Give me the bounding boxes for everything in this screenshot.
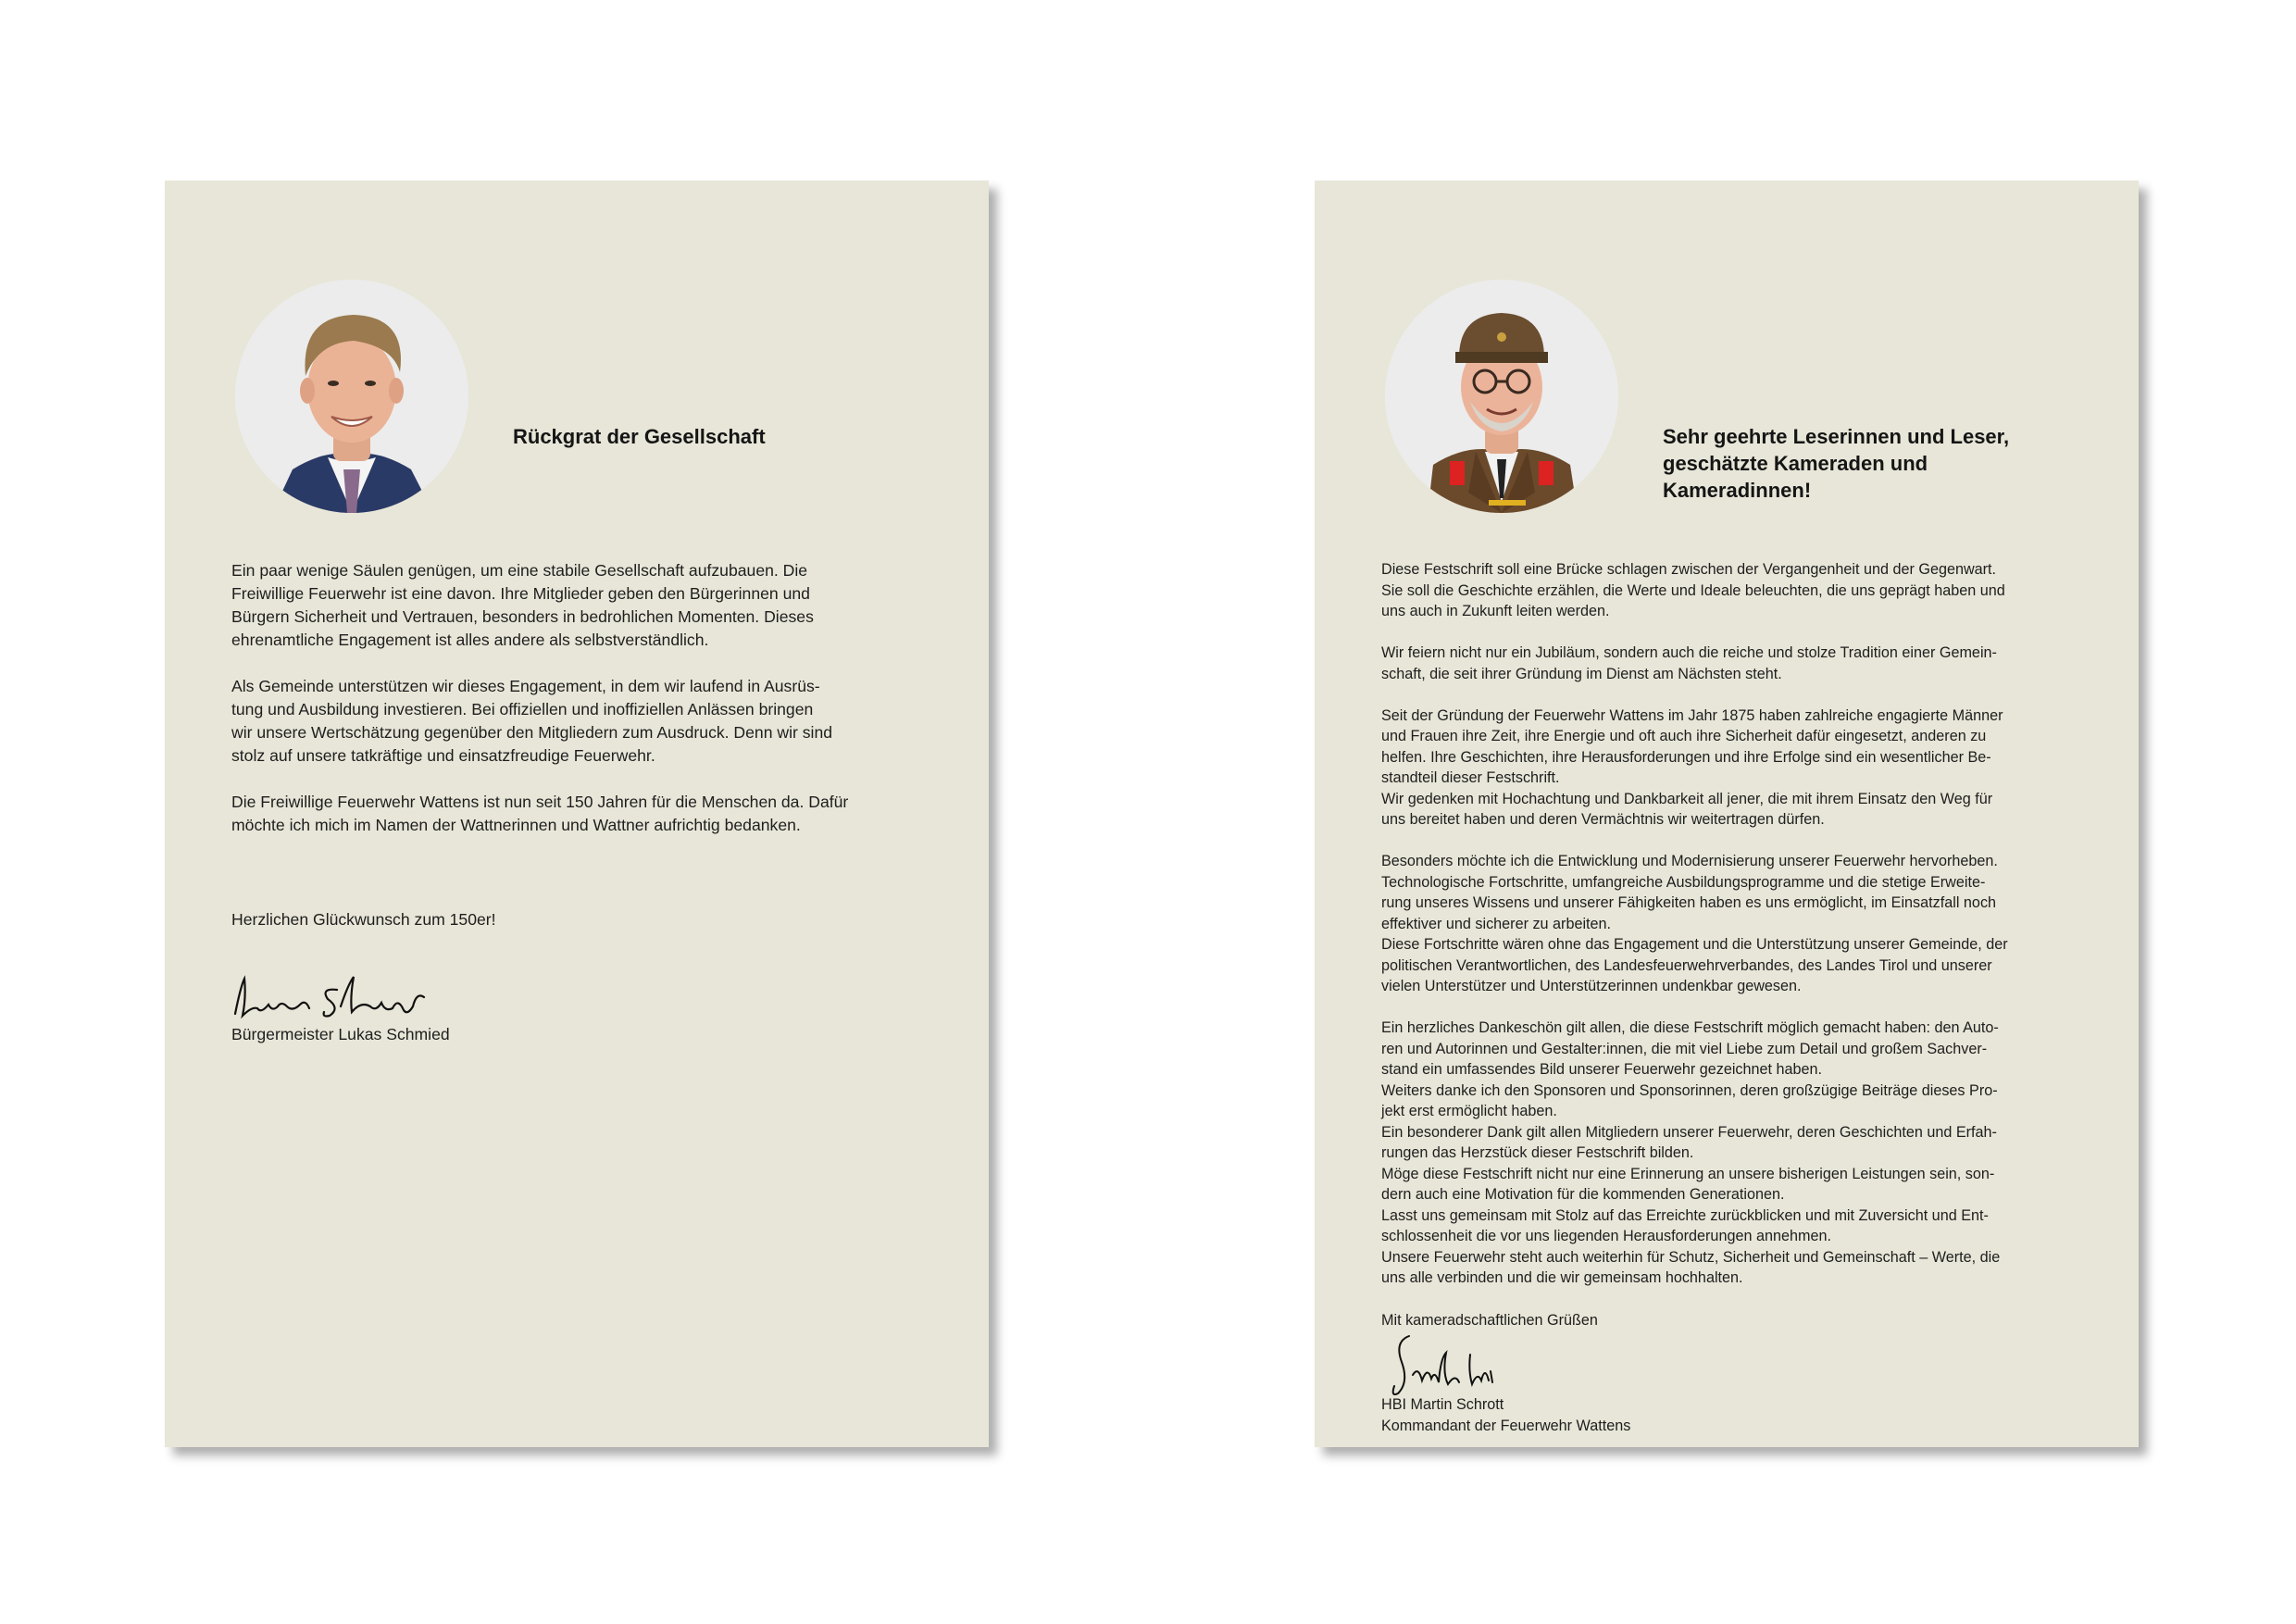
letter-body [231, 559, 917, 860]
paragraph: Die Freiwillige Feuerwehr Wattens ist nun seit 150 Jahren für die Menschen da. Dafür möchte ich mich im Namen der Wattnerinnen und Wattner aufrichtig bedanken. [231, 793, 849, 834]
paragraph: Als Gemeinde unterstützen wir dieses Engagement, in dem wir laufend in Ausrüs- tung und Ausbildung investieren. Bei offiziellen und inoffiziellen Anlässen bringen wir unsere Wertschätzung gegenüber den Mitgliedern zum Ausdruck. Denn wir sind stolz auf unsere tatkräftige und einsatzfreudige Feuerwehr. [231, 677, 833, 765]
closing-line: Herzlichen Glückwunsch zum 150er! [231, 910, 496, 929]
paragraph: Wir feiern nicht nur ein Jubiläum, sondern auch die reiche und stolze Tradition einer Gemein- schaft, die seit ihrer Gründung im Dienst am Nächsten steht. [1381, 644, 1997, 682]
letter-page-mayor [165, 181, 989, 1447]
signature-icon [1381, 1329, 1502, 1403]
paragraph: Diese Festschrift soll eine Brücke schlagen zwischen der Vergangenheit und der Gegenwart. Sie soll die Geschichte erzählen, die Werte und Ideale beleuchten, die uns geprägt haben und uns auch in Zukunft leiten werden. [1381, 561, 2005, 619]
portrait-photo-icon [1385, 280, 1618, 513]
page-title: Rückgrat der Gesellschaft [513, 425, 766, 448]
letter-page-commander [1315, 181, 2139, 1447]
paragraph: Seit der Gründung der Feuerwehr Wattens im Jahr 1875 haben zahlreiche engagierte Männer und Frauen ihre Zeit, ihre Energie und oft auch ihre Sicherheit dafür eingesetzt, anderen zu helfen. Ihre Geschichten, ihre Herausforderungen und ihre Erfolge sind ein wesentlicher Be- standteil dieser Festschrift. Wir gedenken mit Hochachtung und Dankbarkeit all jener, die mit ihrem Einsatz den Weg für uns bereitet haben und deren Vermächtnis wir weitertragen dürfen. [1381, 706, 2003, 828]
signatory-name: HBI Martin Schrott Kommandant der Feuerwehr Wattens [1381, 1396, 1631, 1434]
paragraph: Ein paar wenige Säulen genügen, um eine stabile Gesellschaft aufzubauen. Die Freiwillige Feuerwehr ist eine davon. Ihre Mitglieder geben den Bürgerinnen und Bürgern Sicherheit und Vertrauen, besonders in bedrohlichen Momenten. Dieses ehrenamtliche Engagement ist alles andere als selbstverständlich. [231, 561, 814, 649]
commander-portrait [1385, 280, 1618, 513]
letter-body [1381, 559, 2076, 1309]
mayor-portrait [235, 280, 468, 513]
portrait-photo-icon [235, 280, 468, 513]
page-title: Sehr geehrte Leserinnen und Leser, geschätzte Kameraden und Kameradinnen! [1663, 425, 2010, 502]
paragraph: Besonders möchte ich die Entwicklung und Modernisierung unserer Feuerwehr hervorheben. Technologische Fortschritte, umfangreiche Ausbildungsprogramme und die stetige Erweite- rung unseres Wissens und unserer Fähigkeiten haben es uns ermöglicht, im Einsatzfall noch effektiver und sicherer zu arbeiten. Diese Fortschritte wären ohne das Engagement und die Unterstützung unserer Gemeinde, der politischen Verantwortlichen, des Landesfeuerwehrverbandes, des Landes Tirol und unserer vielen Unterstützer und Unterstützerinnen undenkbar gewesen. [1381, 853, 2008, 994]
signature-icon [231, 969, 444, 1025]
paragraph: Ein herzliches Dankeschön gilt allen, die diese Festschrift möglich gemacht haben: den Auto- ren und Autorinnen und Gestalter:innen, die mit viel Liebe zum Detail und großem Sachver- stand ein umfassendes Bild unserer Feuerwehr gezeichnet haben. Weiters danke ich den Sponsoren und Sponsorinnen, deren großzügige Beiträge dieses Pro- jekt erst ermöglicht haben. Ein besonderer Dank gilt allen Mitgliedern unserer Feuerwehr, deren Geschichten und Erfah- rungen das Herzstück dieser Festschrift bilden. Möge diese Festschrift nicht nur eine Erinnerung an unsere bisherigen Leistungen sein, son- dern auch eine Motivation für die kommenden Generationen. Lasst uns gemeinsam mit Stolz auf das Erreichte zurückblicken und mit Zuversicht und Ent- schlossenheit die vor uns liegenden Herausforderungen annehmen. Unsere Feuerwehr steht auch weiterhin für Schutz, Sicherheit und Gemeinschaft – Werte, die uns alle verbinden und die wir gemeinsam hochhalten. [1381, 1019, 2001, 1286]
signatory-name: Bürgermeister Lukas Schmied [231, 1025, 450, 1043]
closing-line: Mit kameradschaftlichen Grüßen [1381, 1312, 1598, 1329]
